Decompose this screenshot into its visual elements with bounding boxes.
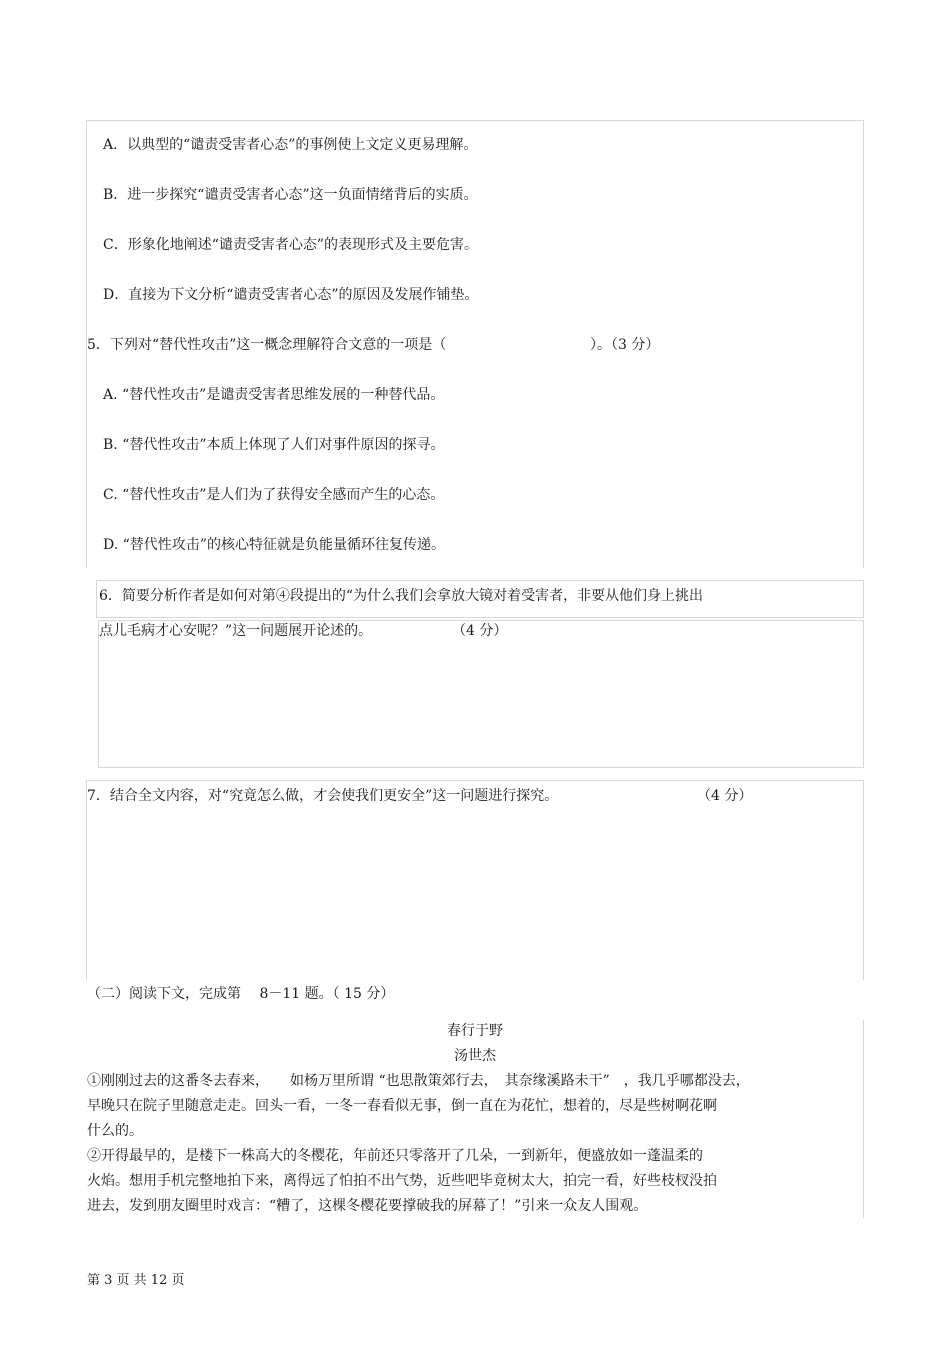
q6-answer-box <box>98 620 864 768</box>
passage-p1-line1: ①刚刚过去的这番冬去春来， 如杨万里所谓 “也思散策郊行去， 其奈缘溪路未干” ，我几乎哪都没去， <box>87 1073 750 1089</box>
q5-stem-end: ）。（3 分） <box>590 337 660 353</box>
q5-option-c: C. “替代性攻击”是人们为了获得安全感而产生的心态。 <box>103 487 445 503</box>
passage-title: 春行于野 <box>447 1023 503 1039</box>
q7-answer-box <box>86 780 864 980</box>
passage-p2-line2: 火焰。想用手机完整地拍下来，离得远了怕拍不出气势，近些吧毕竟树太大，拍完一看，好些枝杈没拍 <box>87 1173 717 1189</box>
q7-points: （4 分） <box>697 788 753 804</box>
q6-line2: 点儿毛病才心安呢？”这一问题展开论述的。 <box>99 623 373 639</box>
q5-option-a: A. “替代性攻击”是谴责受害者思维发展的一种替代品。 <box>103 387 445 403</box>
q4-option-c: C．形象化地阐述“谴责受害者心态”的表现形式及主要危害。 <box>103 237 479 253</box>
q5-option-b: B. “替代性攻击”本质上体现了人们对事件原因的探寻。 <box>103 437 445 453</box>
q6-points: （4 分） <box>452 623 508 639</box>
passage-p2-line1: ②开得最早的，是楼下一株高大的冬樱花，年前还只零落开了几朵，一到新年，便盛放如一蓬温柔的 <box>87 1148 703 1164</box>
passage-author: 汤世杰 <box>454 1048 496 1064</box>
passage-p1-line2: 早晚只在院子里随意走走。回头一看，一冬一春看似无事，倒一直在为花忙，想着的，尽是些树啊花啊 <box>87 1098 717 1114</box>
q5-option-d: D. “替代性攻击”的核心特征就是负能量循环往复传递。 <box>103 537 445 553</box>
passage-p1-line3: 什么的。 <box>87 1123 143 1139</box>
section2-intro: （二）阅读下文，完成第 8－11 题。（ 15 分） <box>87 986 395 1002</box>
q6-line1: 6．简要分析作者是如何对第④段提出的“为什么我们会拿放大镜对着受害者，非要从他们身上挑出 <box>99 588 704 604</box>
q4-option-b: B．进一步探究“谴责受害者心态”这一负面情绪背后的实质。 <box>103 187 478 203</box>
q4-option-a: A．以典型的“谴责受害者心态”的事例使上文定义更易理解。 <box>103 137 478 153</box>
passage-p2-line3: 进去，发到朋友圈里时戏言：“糟了，这棵冬樱花要撑破我的屏幕了！”引来一众友人围观。 <box>87 1198 648 1214</box>
q7-text: 7．结合全文内容，对“究竟怎么做，才会使我们更安全”这一问题进行探究。 <box>87 788 559 804</box>
page-footer: 第 3 页 共 12 页 <box>87 1273 185 1288</box>
q5-stem: 5．下列对“替代性攻击”这一概念理解符合文意的一项是（ <box>87 337 447 353</box>
q4-option-d: D．直接为下文分析“谴责受害者心态”的原因及发展作铺垫。 <box>103 287 479 303</box>
